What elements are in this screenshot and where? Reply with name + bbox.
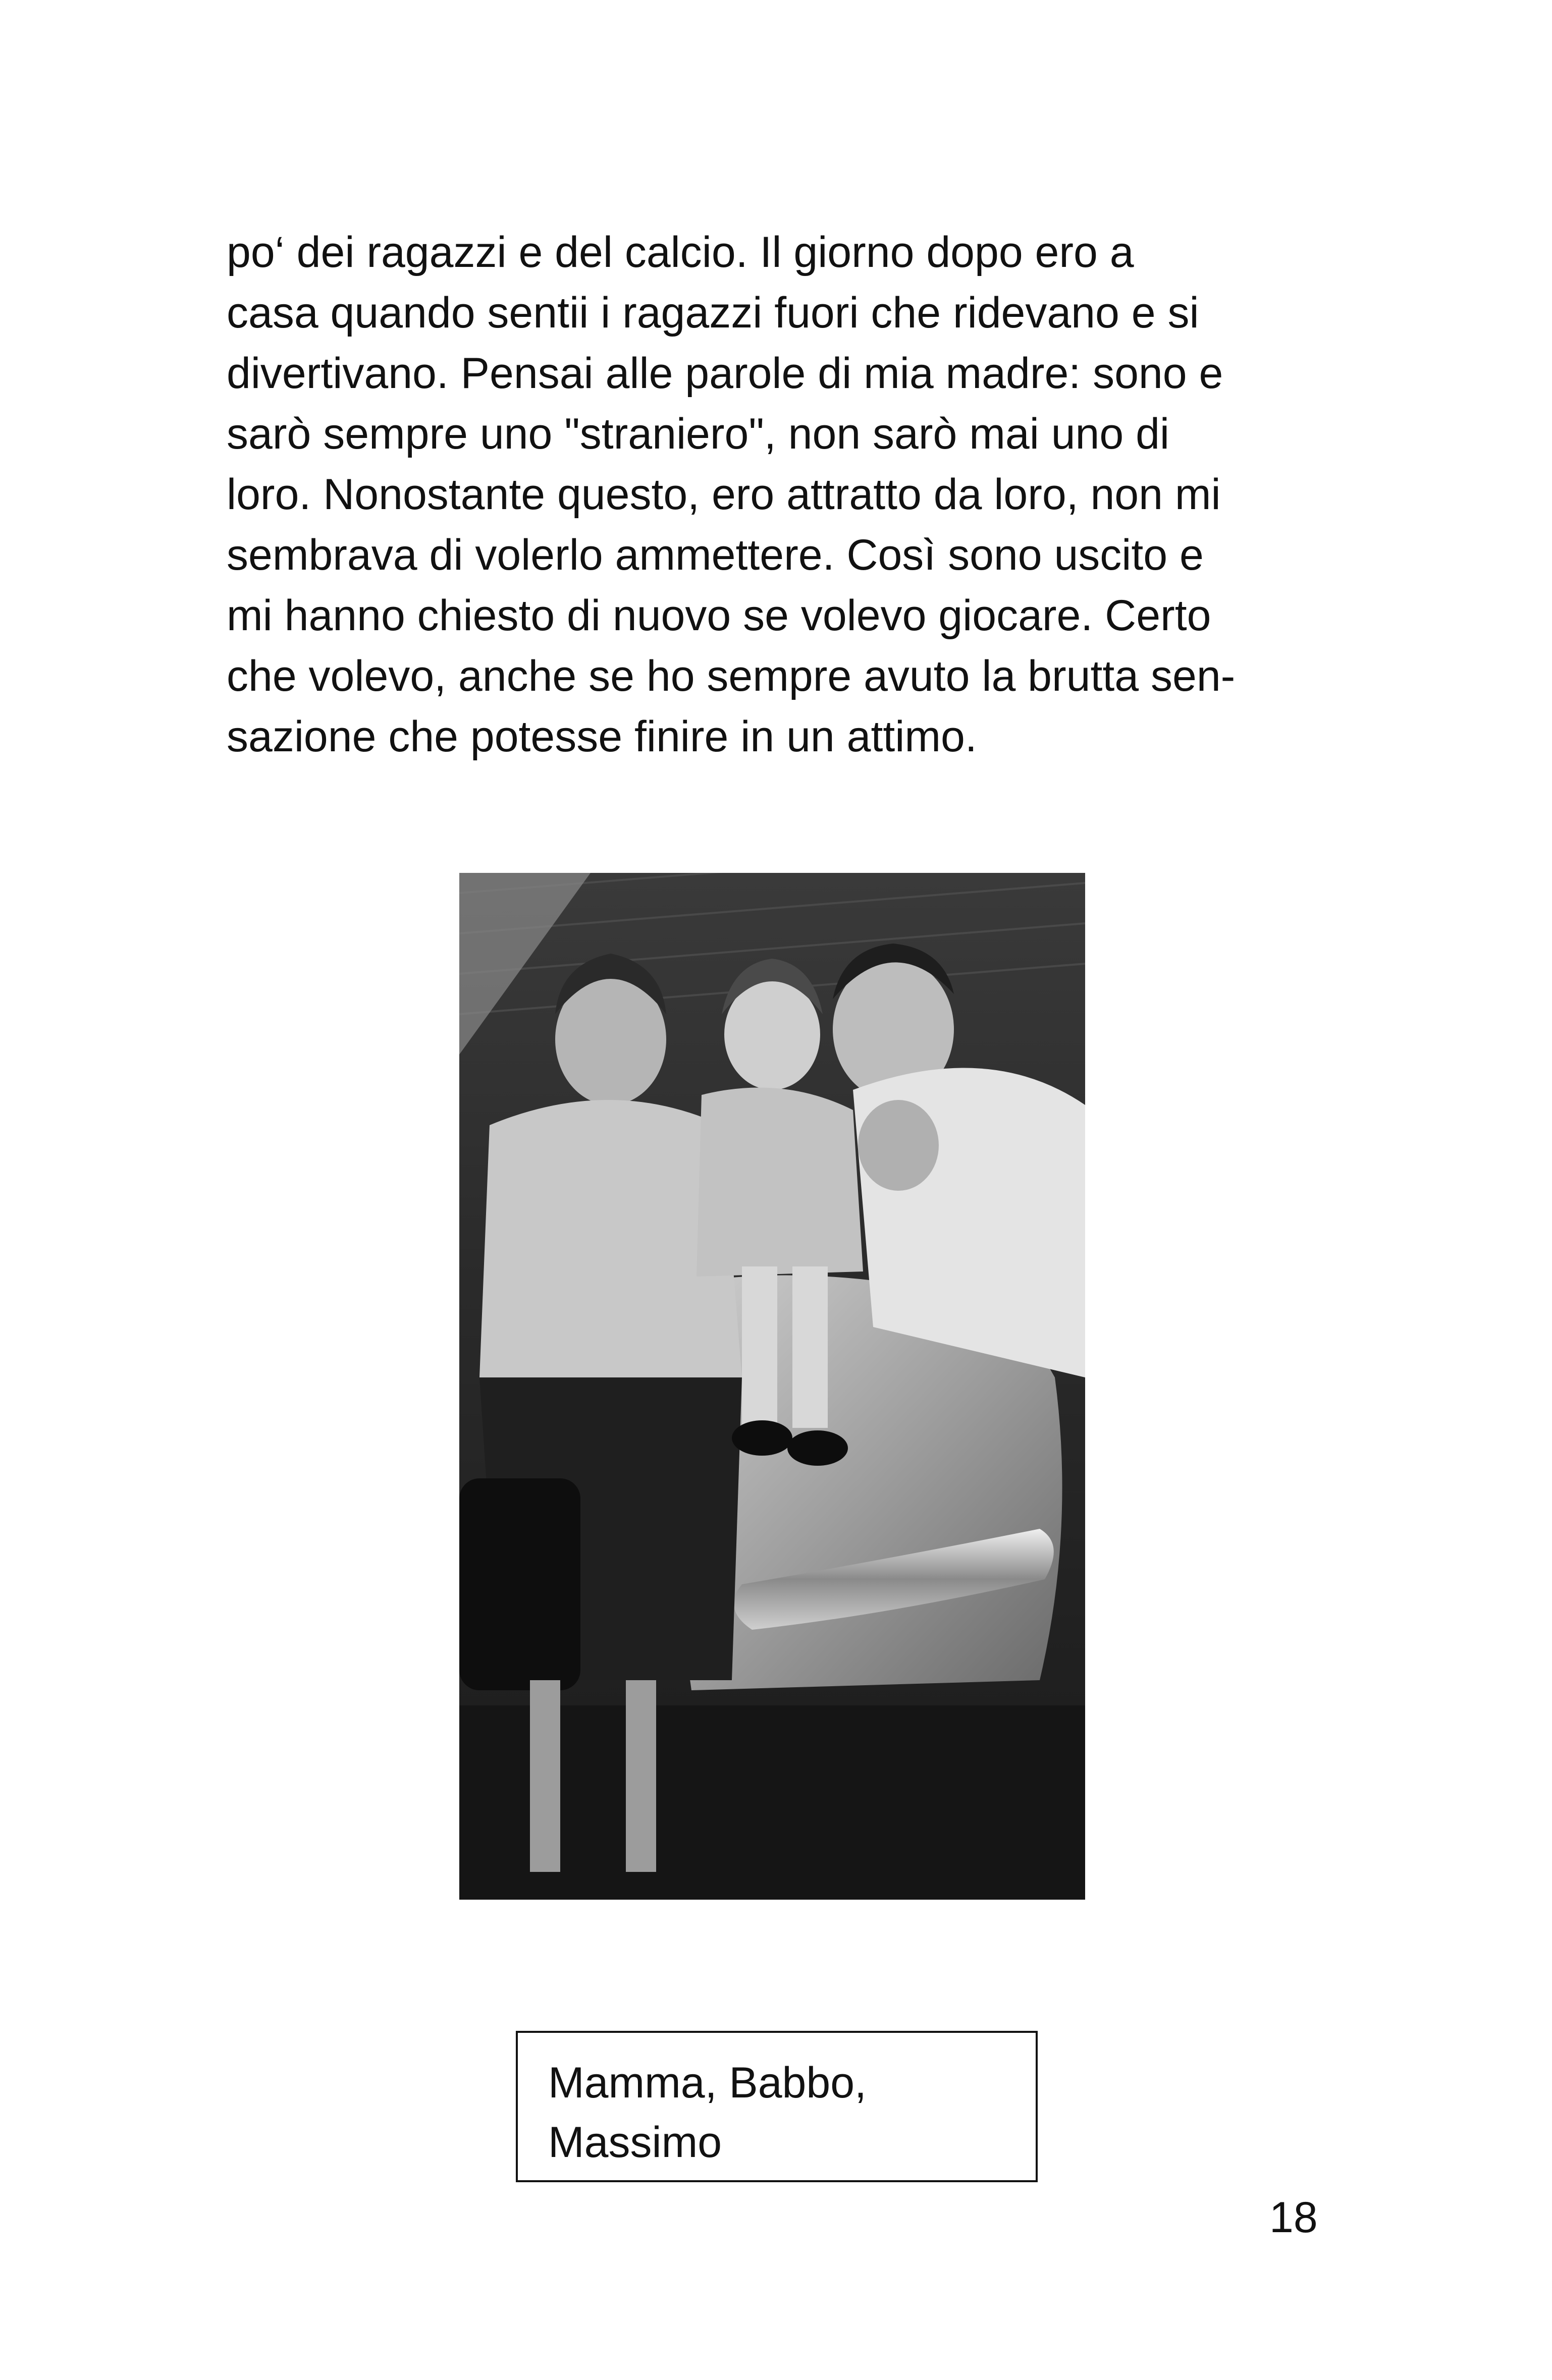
text-line: che volevo, anche se ho sempre avuto la brutta sen-	[227, 652, 1236, 700]
family-photo-illustration	[459, 873, 1085, 1900]
text-line: divertivano. Pensai alle parole di mia madre: sono e	[227, 349, 1223, 398]
caption-line: Mamma, Babbo,	[548, 2059, 867, 2107]
text-line: po‘ dei ragazzi e del calcio. Il giorno dopo ero a	[227, 228, 1134, 276]
text-line: casa quando sentii i ragazzi fuori che ridevano e si	[227, 289, 1199, 337]
text-line: mi hanno chiesto di nuovo se volevo giocare. Certo	[227, 591, 1211, 640]
body-paragraph	[227, 222, 1317, 767]
family-photo	[459, 873, 1085, 1900]
text-line: sembrava di volerlo ammettere. Così sono uscito e	[227, 531, 1204, 579]
photo-caption	[516, 2031, 1038, 2182]
text-line: loro. Nonostante questo, ero attratto da loro, non mi	[227, 470, 1221, 519]
page-number: 18	[1269, 2193, 1318, 2242]
text-line: sarò sempre uno "straniero", non sarò mai uno di	[227, 410, 1170, 458]
caption-line: Massimo	[548, 2118, 722, 2167]
text-line: sazione che potesse finire in un attimo.	[227, 712, 977, 761]
